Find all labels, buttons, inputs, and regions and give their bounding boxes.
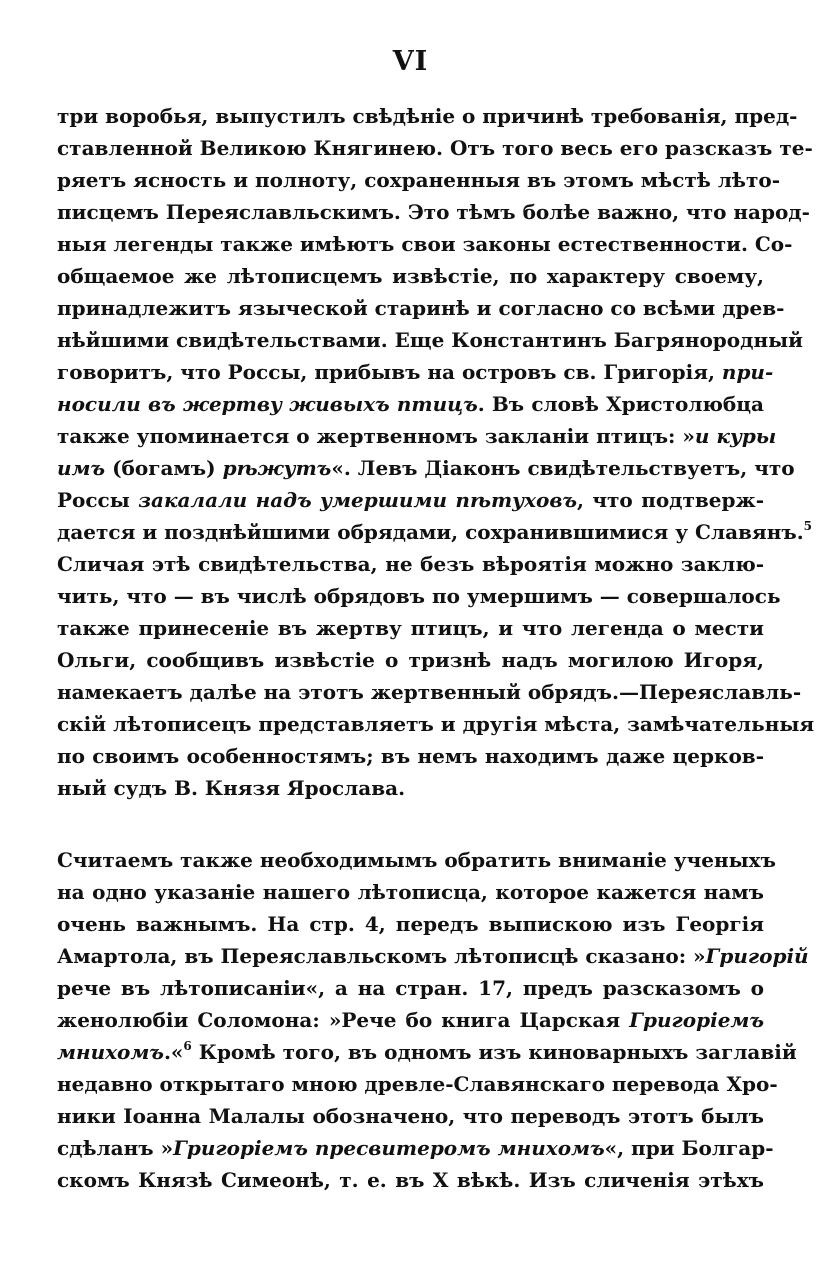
text-line: намекаетъ далѣе на этотъ жертвенный обрядъ.—Переяславль- (57, 680, 802, 704)
text-line: ставленной Великою Княгинею. Отъ того весь его разсказъ те- (57, 136, 813, 160)
text-line: Считаемъ также необходимымъ обратить вниманіе ученыхъ (57, 848, 776, 872)
text-line: нѣйшими свидѣтельствами. Еще Константинъ Багрянородный (57, 328, 803, 352)
text-line: также принесеніе въ жертву птицъ, и что легенда о мести (57, 616, 764, 640)
text-line: сдѣланъ »Григоріемъ пресвитеромъ мнихомъ«, при Болгар- (57, 1136, 774, 1160)
text-line: скомъ Князѣ Симеонѣ, т. е. въ X вѣкѣ. Изъ сличенія этѣхъ (57, 1168, 764, 1192)
page-number: VI (392, 46, 429, 77)
text-line: также упоминается о жертвенномъ закланіи птицъ: »и куры (57, 424, 777, 448)
text-line: ныя легенды также имѣютъ свои законы естественности. Со- (57, 232, 793, 256)
footnote-marker-5: 5 (803, 519, 813, 534)
text-line: Амартола, въ Переяславльскомъ лѣтописцѣ сказано: »Григорій (57, 944, 809, 968)
text-line: очень важнымъ. На стр. 4, передъ выпискою изъ Георгія (57, 912, 764, 936)
text-line: Сличая этѣ свидѣтельства, не безъ вѣроятія можно заклю- (57, 552, 764, 576)
text-line: по своимъ особенностямъ; въ немъ находимъ даже церков- (57, 744, 764, 768)
text-line: Ольги, сообщивъ извѣстіе о тризнѣ надъ могилою Игоря, (57, 648, 764, 672)
text-line: общаемое же лѣтописцемъ извѣстіе, по характеру своему, (57, 264, 764, 288)
text-line: чить, что — въ числѣ обрядовъ по умершимъ — совершалось (57, 584, 781, 608)
text-line: ряетъ ясность и полноту, сохраненныя въ этомъ мѣстѣ лѣто- (57, 168, 781, 192)
text-line: ники Іоанна Малалы обозначено, что переводъ этотъ былъ (57, 1104, 764, 1128)
text-line: женолюбіи Соломона: »Рече бо книга Царская Григоріемъ (57, 1008, 764, 1032)
text-line: дается и позднѣйшими обрядами, сохранившимися у Славянъ.$^5$ (57, 519, 813, 544)
text-line: рече въ лѣтописаніи«, а на стран. 17, предъ разсказомъ о (57, 976, 764, 1000)
text-line: Россы закалали надъ умершими пѣтуховъ, что подтверж- (57, 488, 764, 512)
text-line: три воробья, выпустилъ свѣдѣніе о причинѣ требованія, пред- (57, 104, 798, 128)
text-line: говоритъ, что Россы, прибывъ на островъ св. Григорія, при- (57, 360, 774, 384)
text-line: ный судъ В. Князя Ярослава. (57, 776, 406, 800)
text-line: мнихомъ.«$^6$ Кромѣ того, въ одномъ изъ киноварныхъ заглавій (57, 1039, 797, 1064)
paragraph-2 (57, 844, 809, 1196)
text-line: носили въ жертву живыхъ птицъ. Въ словѣ Христолюбца (57, 392, 764, 416)
footnote-marker-6: 6 (183, 1039, 192, 1054)
paragraph-1 (57, 100, 815, 804)
text-line: скій лѣтописецъ представляетъ и другія мѣста, замѣчательныя (57, 712, 815, 736)
text-line: писцемъ Переяславльскимъ. Это тѣмъ болѣе важно, что народ- (57, 200, 810, 224)
text-line: недавно открытаго мною древле-Славянскаго перевода Хро- (57, 1072, 778, 1096)
text-line: принадлежитъ языческой старинѣ и согласно со всѣми древ- (57, 296, 785, 320)
text-line: на одно указаніе нашего лѣтописца, которое кажется намъ (57, 880, 764, 904)
text-line: имъ (богамъ) рѣжутъ«. Левъ Діаконъ свидѣтельствуетъ, что (57, 456, 795, 480)
